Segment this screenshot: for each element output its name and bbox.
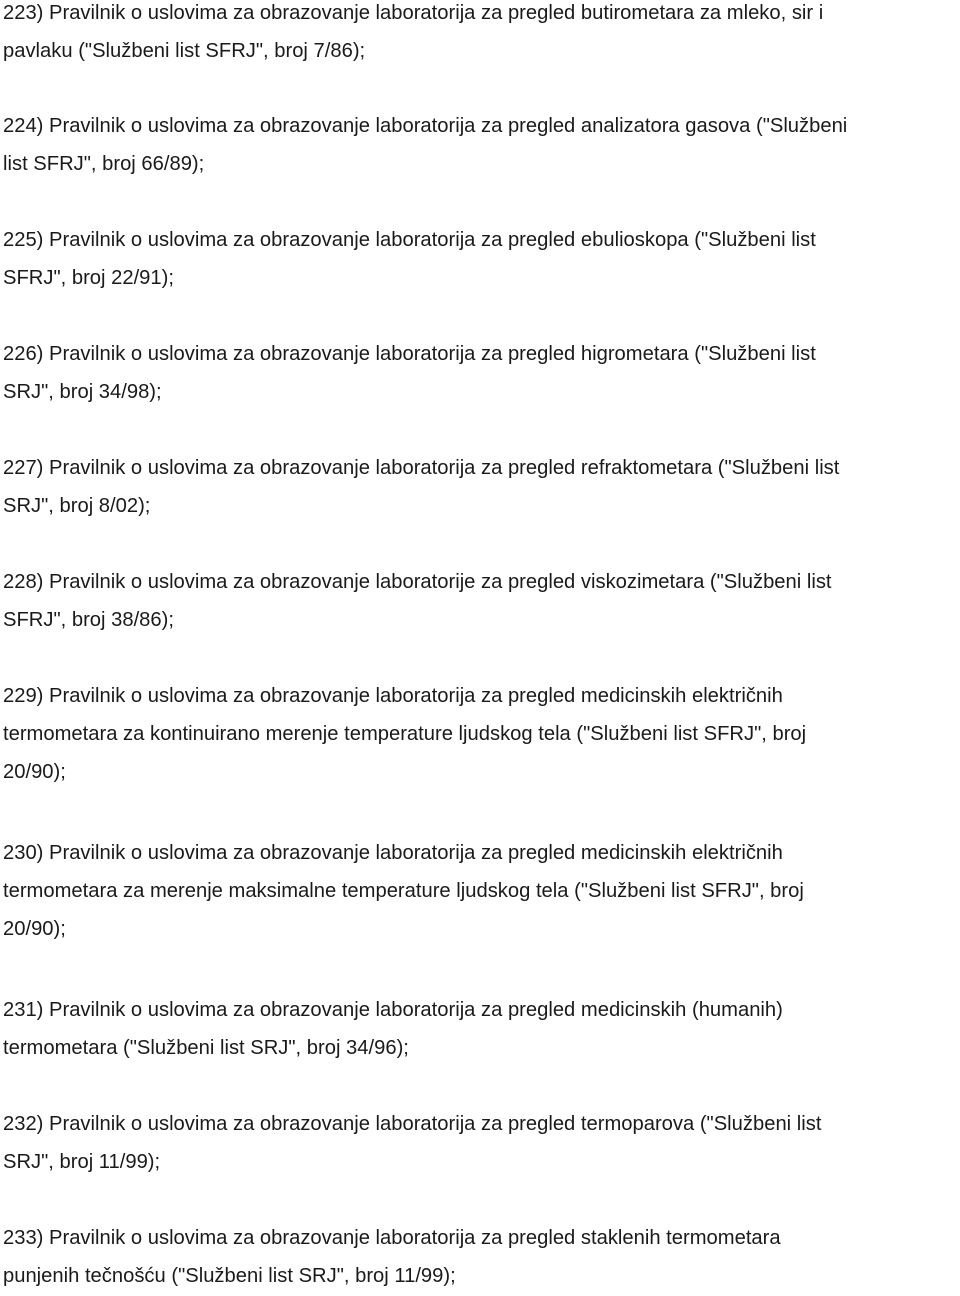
- text-line: 228) Pravilnik o uslovima za obrazovanje laboratorije za pregled viskozimetara ("Službeni list: [3, 571, 832, 593]
- regulation-entry-229: [3, 677, 806, 791]
- text-line: pavlaku ("Službeni list SFRJ", broj 7/86);: [3, 40, 366, 62]
- text-line: 229) Pravilnik o uslovima za obrazovanje laboratorija za pregled medicinskih električnih: [3, 685, 783, 707]
- regulation-entry-230: [3, 834, 804, 948]
- text-line: 233) Pravilnik o uslovima za obrazovanje laboratorija za pregled staklenih termometara: [3, 1227, 781, 1249]
- regulation-entry-225: [3, 221, 816, 297]
- regulation-entry-233: [3, 1219, 781, 1295]
- text-line: 225) Pravilnik o uslovima za obrazovanje laboratorija za pregled ebulioskopa ("Službeni list: [3, 229, 816, 251]
- text-line: SFRJ", broj 38/86);: [3, 609, 174, 631]
- text-line: 226) Pravilnik o uslovima za obrazovanje laboratorija za pregled higrometara ("Službeni list: [3, 343, 816, 365]
- text-line: punjenih tečnošću ("Službeni list SRJ", broj 11/99);: [3, 1265, 456, 1287]
- text-line: 224) Pravilnik o uslovima za obrazovanje laboratorija za pregled analizatora gasova ("Službeni: [3, 115, 848, 137]
- regulation-entry-223: [3, 0, 823, 70]
- regulation-entry-227: [3, 449, 839, 525]
- document-page: [3, 0, 958, 1296]
- regulation-entry-231: [3, 991, 783, 1067]
- text-line: 223) Pravilnik o uslovima za obrazovanje laboratorija za pregled butirometara za mleko, sir i: [3, 2, 824, 24]
- text-line: 20/90);: [3, 918, 66, 940]
- text-line: 232) Pravilnik o uslovima za obrazovanje laboratorija za pregled termoparova ("Službeni list: [3, 1113, 822, 1135]
- text-line: 227) Pravilnik o uslovima za obrazovanje laboratorija za pregled refraktometara ("Službeni list: [3, 457, 840, 479]
- text-line: SRJ", broj 11/99);: [3, 1151, 161, 1173]
- text-line: termometara ("Službeni list SRJ", broj 34/96);: [3, 1037, 409, 1059]
- text-line: termometara za merenje maksimalne temperature ljudskog tela ("Službeni list SFRJ", broj: [3, 880, 804, 902]
- text-line: 231) Pravilnik o uslovima za obrazovanje laboratorija za pregled medicinskih (humanih): [3, 999, 783, 1021]
- text-line: 20/90);: [3, 761, 66, 783]
- text-line: termometara za kontinuirano merenje temperature ljudskog tela ("Službeni list SFRJ", broj: [3, 723, 807, 745]
- regulation-entry-232: [3, 1105, 821, 1181]
- text-line: list SFRJ", broj 66/89);: [3, 153, 205, 175]
- regulation-entry-228: [3, 563, 832, 639]
- text-line: 230) Pravilnik o uslovima za obrazovanje laboratorija za pregled medicinskih električnih: [3, 842, 783, 864]
- text-line: SRJ", broj 8/02);: [3, 495, 151, 517]
- text-line: SFRJ", broj 22/91);: [3, 267, 174, 289]
- regulation-entry-226: [3, 335, 816, 411]
- regulation-entry-224: [3, 107, 847, 183]
- text-line: SRJ", broj 34/98);: [3, 381, 162, 403]
